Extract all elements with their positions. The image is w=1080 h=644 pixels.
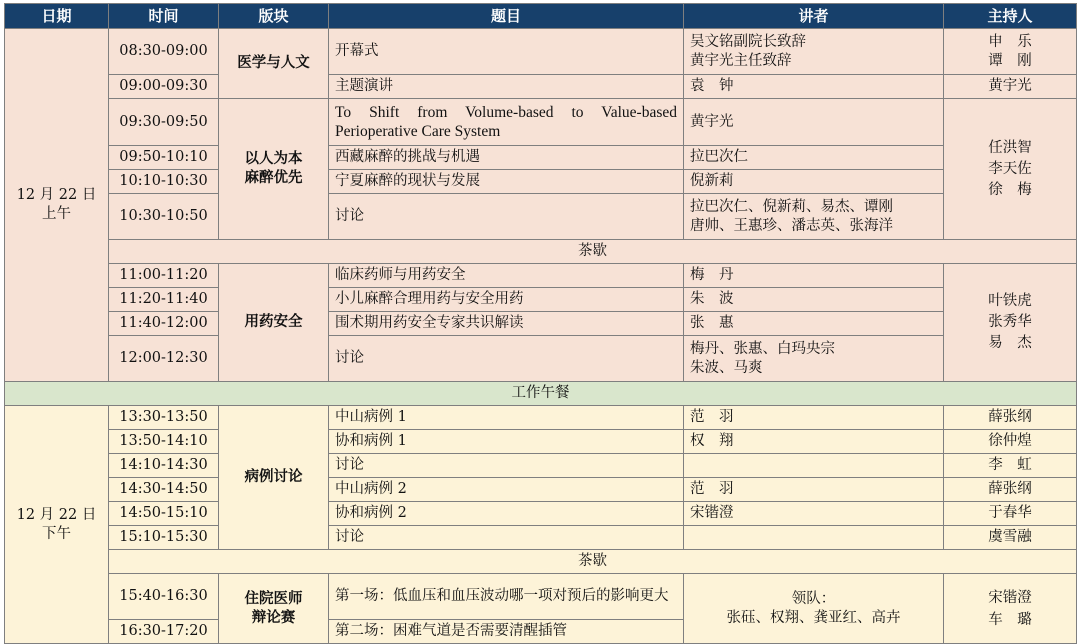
time-cell: 08:30-09:00 xyxy=(109,29,219,75)
table-row xyxy=(5,312,1077,336)
topic-cell: 中山病例 2 xyxy=(329,478,684,502)
speaker-cell: 拉巴次仁 xyxy=(684,146,944,170)
topic-cell: 讨论 xyxy=(329,526,684,550)
topic-cell: To Shift from Volume-based to Value-based Perioperative Care System xyxy=(329,99,684,146)
host-cell: 黄宇光 xyxy=(944,75,1077,99)
table-row xyxy=(5,574,1077,620)
header-block: 版块 xyxy=(219,4,329,29)
lunch-cell: 工作午餐 xyxy=(5,382,1077,406)
table-row xyxy=(5,478,1077,502)
speaker-cell: 范 羽 xyxy=(684,478,944,502)
topic-cell: 中山病例 1 xyxy=(329,406,684,430)
host-cell: 薛张纲 xyxy=(944,406,1077,430)
table-row xyxy=(5,336,1077,382)
topic-cell: 讨论 xyxy=(329,194,684,240)
topic-cell: 讨论 xyxy=(329,336,684,382)
time-cell: 09:30-09:50 xyxy=(109,99,219,146)
speaker-cell: 梅 丹 xyxy=(684,264,944,288)
time-cell: 14:30-14:50 xyxy=(109,478,219,502)
host-cell: 申 乐 谭 刚 xyxy=(944,29,1077,75)
lunch-row xyxy=(5,382,1077,406)
topic-cell: 协和病例 1 xyxy=(329,430,684,454)
time-cell: 16:30-17:20 xyxy=(109,620,219,644)
time-cell: 15:10-15:30 xyxy=(109,526,219,550)
table-row xyxy=(5,194,1077,240)
speaker-cell: 梅丹、张惠、白玛央宗 朱波、马爽 xyxy=(684,336,944,382)
host-cell: 于春华 xyxy=(944,502,1077,526)
host-cell: 虞雪融 xyxy=(944,526,1077,550)
topic-cell: 第二场：困难气道是否需要清醒插管 xyxy=(329,620,684,644)
speaker-cell: 吴文铭副院长致辞 黄宇光主任致辞 xyxy=(684,29,944,75)
speaker-cell: 朱 波 xyxy=(684,288,944,312)
block-cell: 医学与人文 xyxy=(219,29,329,99)
block-cell: 住院医师 辩论赛 xyxy=(219,574,329,644)
speaker-cell xyxy=(684,454,944,478)
topic-cell: 围术期用药安全专家共识解读 xyxy=(329,312,684,336)
block-cell: 用药安全 xyxy=(219,264,329,382)
table-row xyxy=(5,264,1077,288)
header-topic: 题目 xyxy=(329,4,684,29)
header-time: 时间 xyxy=(109,4,219,29)
tea-break-row xyxy=(5,550,1077,574)
tea-break-pm: 茶歇 xyxy=(109,550,1077,574)
table-row xyxy=(5,75,1077,99)
time-cell: 13:30-13:50 xyxy=(109,406,219,430)
host-cell: 薛张纲 xyxy=(944,478,1077,502)
time-cell: 14:10-14:30 xyxy=(109,454,219,478)
host-cell: 徐仲煌 xyxy=(944,430,1077,454)
topic-cell: 开幕式 xyxy=(329,29,684,75)
time-cell: 11:00-11:20 xyxy=(109,264,219,288)
time-cell: 15:40-16:30 xyxy=(109,574,219,620)
time-cell: 09:00-09:30 xyxy=(109,75,219,99)
time-cell: 13:50-14:10 xyxy=(109,430,219,454)
tea-break-am: 茶歇 xyxy=(109,240,1077,264)
time-cell: 14:50-15:10 xyxy=(109,502,219,526)
time-cell: 11:40-12:00 xyxy=(109,312,219,336)
header-host: 主持人 xyxy=(944,4,1077,29)
speaker-cell: 领队： 张砡、权翔、龚亚红、高卉 xyxy=(684,574,944,644)
speaker-cell: 倪新莉 xyxy=(684,170,944,194)
topic-cell: 协和病例 2 xyxy=(329,502,684,526)
time-cell: 10:10-10:30 xyxy=(109,170,219,194)
topic-cell: 西藏麻醉的挑战与机遇 xyxy=(329,146,684,170)
table-row xyxy=(5,288,1077,312)
block-cell: 病例讨论 xyxy=(219,406,329,550)
table-row xyxy=(5,99,1077,146)
date-cell-am: 12 月 22 日 上午 xyxy=(5,29,109,382)
tea-break-row xyxy=(5,240,1077,264)
topic-cell: 讨论 xyxy=(329,454,684,478)
table-row xyxy=(5,406,1077,430)
table-row xyxy=(5,454,1077,478)
speaker-cell: 黄宇光 xyxy=(684,99,944,146)
block-cell: 以人为本 麻醉优先 xyxy=(219,99,329,240)
time-cell: 12:00-12:30 xyxy=(109,336,219,382)
speaker-cell: 袁 钟 xyxy=(684,75,944,99)
table-row xyxy=(5,430,1077,454)
schedule-table xyxy=(4,3,1077,644)
header-speaker: 讲者 xyxy=(684,4,944,29)
host-cell: 宋锴澄 车 璐 xyxy=(944,574,1077,644)
table-row xyxy=(5,146,1077,170)
time-cell: 10:30-10:50 xyxy=(109,194,219,240)
topic-cell: 临床药师与用药安全 xyxy=(329,264,684,288)
speaker-cell xyxy=(684,526,944,550)
speaker-cell: 范 羽 xyxy=(684,406,944,430)
header-date: 日期 xyxy=(5,4,109,29)
speaker-cell: 权 翔 xyxy=(684,430,944,454)
topic-cell: 主题演讲 xyxy=(329,75,684,99)
time-cell: 09:50-10:10 xyxy=(109,146,219,170)
host-cell: 叶铁虎 张秀华 易 杰 xyxy=(944,264,1077,382)
table-row xyxy=(5,29,1077,75)
time-cell: 11:20-11:40 xyxy=(109,288,219,312)
topic-cell: 小儿麻醉合理用药与安全用药 xyxy=(329,288,684,312)
date-cell-pm: 12 月 22 日 下午 xyxy=(5,406,109,644)
topic-cell: 宁夏麻醉的现状与发展 xyxy=(329,170,684,194)
topic-cell: 第一场：低血压和血压波动哪一项对预后的影响更大 xyxy=(329,574,684,620)
host-cell: 李 虹 xyxy=(944,454,1077,478)
host-cell: 任洪智 李天佐 徐 梅 xyxy=(944,99,1077,240)
header-row xyxy=(5,4,1077,29)
table-row xyxy=(5,502,1077,526)
speaker-cell: 拉巴次仁、倪新莉、易杰、谭刚 唐帅、王惠珍、潘志英、张海洋 xyxy=(684,194,944,240)
table-row xyxy=(5,526,1077,550)
speaker-cell: 张 惠 xyxy=(684,312,944,336)
table-row xyxy=(5,170,1077,194)
speaker-cell: 宋锴澄 xyxy=(684,502,944,526)
